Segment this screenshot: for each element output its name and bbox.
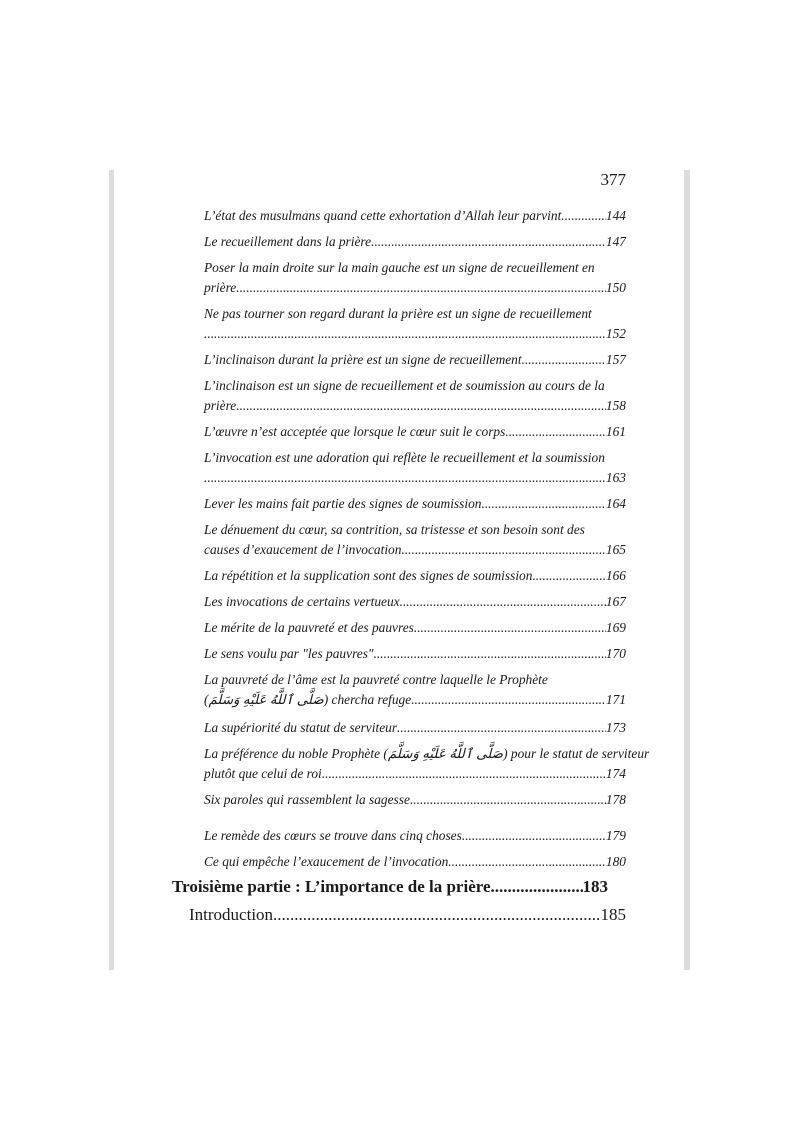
toc-entry[interactable] — [204, 644, 626, 664]
toc-entry-title: prière — [204, 398, 237, 413]
toc-entry-page: 152 — [605, 326, 626, 341]
toc-entry-page: 158 — [605, 398, 626, 413]
toc-entry-title: Ce qui empêche l’exaucement de l’invocation — [204, 854, 449, 869]
toc-entry-page: 174 — [605, 766, 626, 781]
toc-entry-title: L’inclinaison durant la prière est un signe de recueillement — [204, 352, 522, 367]
toc-entry[interactable] — [204, 790, 626, 810]
toc-entry-page: 179 — [605, 828, 626, 843]
toc-entry-title: La répétition et la supplication sont des signes de soumission — [204, 568, 533, 583]
toc-entry-title: Ne pas tourner son regard durant la prière est un signe de recueillement — [204, 306, 592, 321]
toc-entry[interactable] — [204, 350, 626, 370]
toc-leader-dots — [273, 904, 600, 926]
toc-entry-title: Les invocations de certains vertueux — [204, 594, 400, 609]
toc-entry[interactable] — [204, 232, 626, 252]
toc-leader-dots — [481, 494, 605, 514]
toc-introduction-page: 185 — [600, 905, 626, 924]
toc-part-heading[interactable] — [172, 876, 608, 898]
toc-entry-page: 180 — [605, 854, 626, 869]
toc-leader-dots — [374, 644, 606, 664]
toc-leader-dots — [414, 618, 606, 638]
toc-entry-title: (صَلَّى ٱللَّهُ عَلَيْهِ وَسَلَّمَ) chercha refuge — [204, 692, 412, 707]
toc-entry-page: 157 — [605, 352, 626, 367]
toc-leader-dots — [204, 324, 606, 344]
toc-leader-dots — [397, 718, 606, 738]
toc-leader-dots — [522, 350, 606, 370]
toc-introduction[interactable] — [189, 904, 626, 926]
toc-entry-title: L’état des musulmans quand cette exhortation d’Allah leur parvint — [204, 208, 562, 223]
toc-entry-title: Six paroles qui rassemblent la sagesse — [204, 792, 410, 807]
toc-entry-page: 161 — [605, 424, 626, 439]
toc-entry-page: 166 — [605, 568, 626, 583]
toc-entry[interactable] — [204, 592, 626, 612]
toc-entry-page: 167 — [605, 594, 626, 609]
toc-entry-page: 165 — [605, 542, 626, 557]
toc-leader-dots — [448, 852, 606, 872]
toc-leader-dots — [561, 206, 606, 226]
toc-entry[interactable] — [204, 304, 626, 344]
toc-entry-title: L’œuvre n’est acceptée que lorsque le cœur suit le corps — [204, 424, 506, 439]
toc-entry[interactable] — [204, 670, 626, 710]
toc-entry-title: causes d’exaucement de l’invocation — [204, 542, 402, 557]
toc-leader-dots — [400, 592, 606, 612]
toc-entry-page: 144 — [605, 208, 626, 223]
toc-part-title: Troisième partie : L’importance de la prière — [172, 877, 491, 896]
toc-entry[interactable] — [204, 494, 626, 514]
toc-entry-title: La supériorité du statut de serviteur — [204, 720, 398, 735]
toc-leader-dots — [411, 690, 606, 710]
toc-entry[interactable] — [204, 718, 626, 738]
toc-entry-page: 164 — [605, 496, 626, 511]
toc-entry-title: Le recueillement dans la prière — [204, 234, 372, 249]
toc-entry-title: La préférence du noble Prophète (صَلَّى ٱللَّهُ عَلَيْهِ وَسَلَّمَ) pour le statut de serviteur — [204, 746, 650, 761]
toc-entry[interactable] — [204, 376, 626, 416]
toc-leader-dots — [401, 540, 605, 560]
toc-entry[interactable] — [204, 520, 626, 560]
toc-entry-page: 163 — [605, 470, 626, 485]
toc-entry-title: La pauvreté de l’âme est la pauvreté contre laquelle le Prophète — [204, 672, 548, 687]
toc-leader-dots — [204, 468, 606, 488]
toc-entry-page: 173 — [605, 720, 626, 735]
toc-entry[interactable] — [204, 258, 626, 298]
toc-leader-dots — [371, 232, 606, 252]
toc-entry-page: 171 — [605, 692, 626, 707]
toc-entry-page: 147 — [605, 234, 626, 249]
toc-entry-title: plutôt que celui de roi — [204, 766, 322, 781]
toc-entry-title: L’inclinaison est un signe de recueillement et de soumission au cours de la — [204, 378, 605, 393]
toc-leader-dots — [410, 790, 606, 810]
toc-entry[interactable] — [204, 422, 626, 442]
toc-leader-dots — [462, 826, 606, 846]
toc-introduction-title: Introduction — [189, 905, 274, 924]
toc-entry-page: 170 — [605, 646, 626, 661]
toc-leader-dots — [236, 396, 606, 416]
toc-entry[interactable] — [204, 566, 626, 586]
toc-entry-title: L’invocation est une adoration qui reflète le recueillement et la soumission — [204, 450, 605, 465]
toc-entry-title: Le remède des cœurs se trouve dans cinq choses — [204, 828, 462, 843]
toc-entry-title: Poser la main droite sur la main gauche est un signe de recueillement en — [204, 260, 595, 275]
toc-leader-dots — [532, 566, 605, 586]
toc-entry-page: 150 — [605, 280, 626, 295]
page-number: 377 — [600, 170, 626, 189]
toc-leader-dots — [505, 422, 606, 442]
toc-entry-page: 169 — [605, 620, 626, 635]
toc-entry[interactable] — [204, 826, 626, 846]
toc-entry[interactable] — [204, 852, 626, 872]
toc-entry-title: prière — [204, 280, 237, 295]
toc-entry-title: Lever les mains fait partie des signes de soumission — [204, 496, 482, 511]
toc-entry-title: Le dénuement du cœur, sa contrition, sa tristesse et son besoin sont des — [204, 522, 585, 537]
toc-entry[interactable] — [204, 448, 626, 488]
toc-leader-dots — [322, 764, 606, 784]
toc-leader-dots — [236, 278, 606, 298]
toc-entry[interactable] — [204, 618, 626, 638]
toc-entry-title: Le sens voulu par "les pauvres" — [204, 646, 374, 661]
toc-entry[interactable] — [204, 744, 650, 784]
toc-entry-title: Le mérite de la pauvreté et des pauvres — [204, 620, 414, 635]
toc-leader-dots — [491, 876, 583, 898]
toc-entry[interactable] — [204, 206, 626, 226]
toc-entry-page: 178 — [605, 792, 626, 807]
toc-part-page: 183 — [582, 877, 608, 896]
